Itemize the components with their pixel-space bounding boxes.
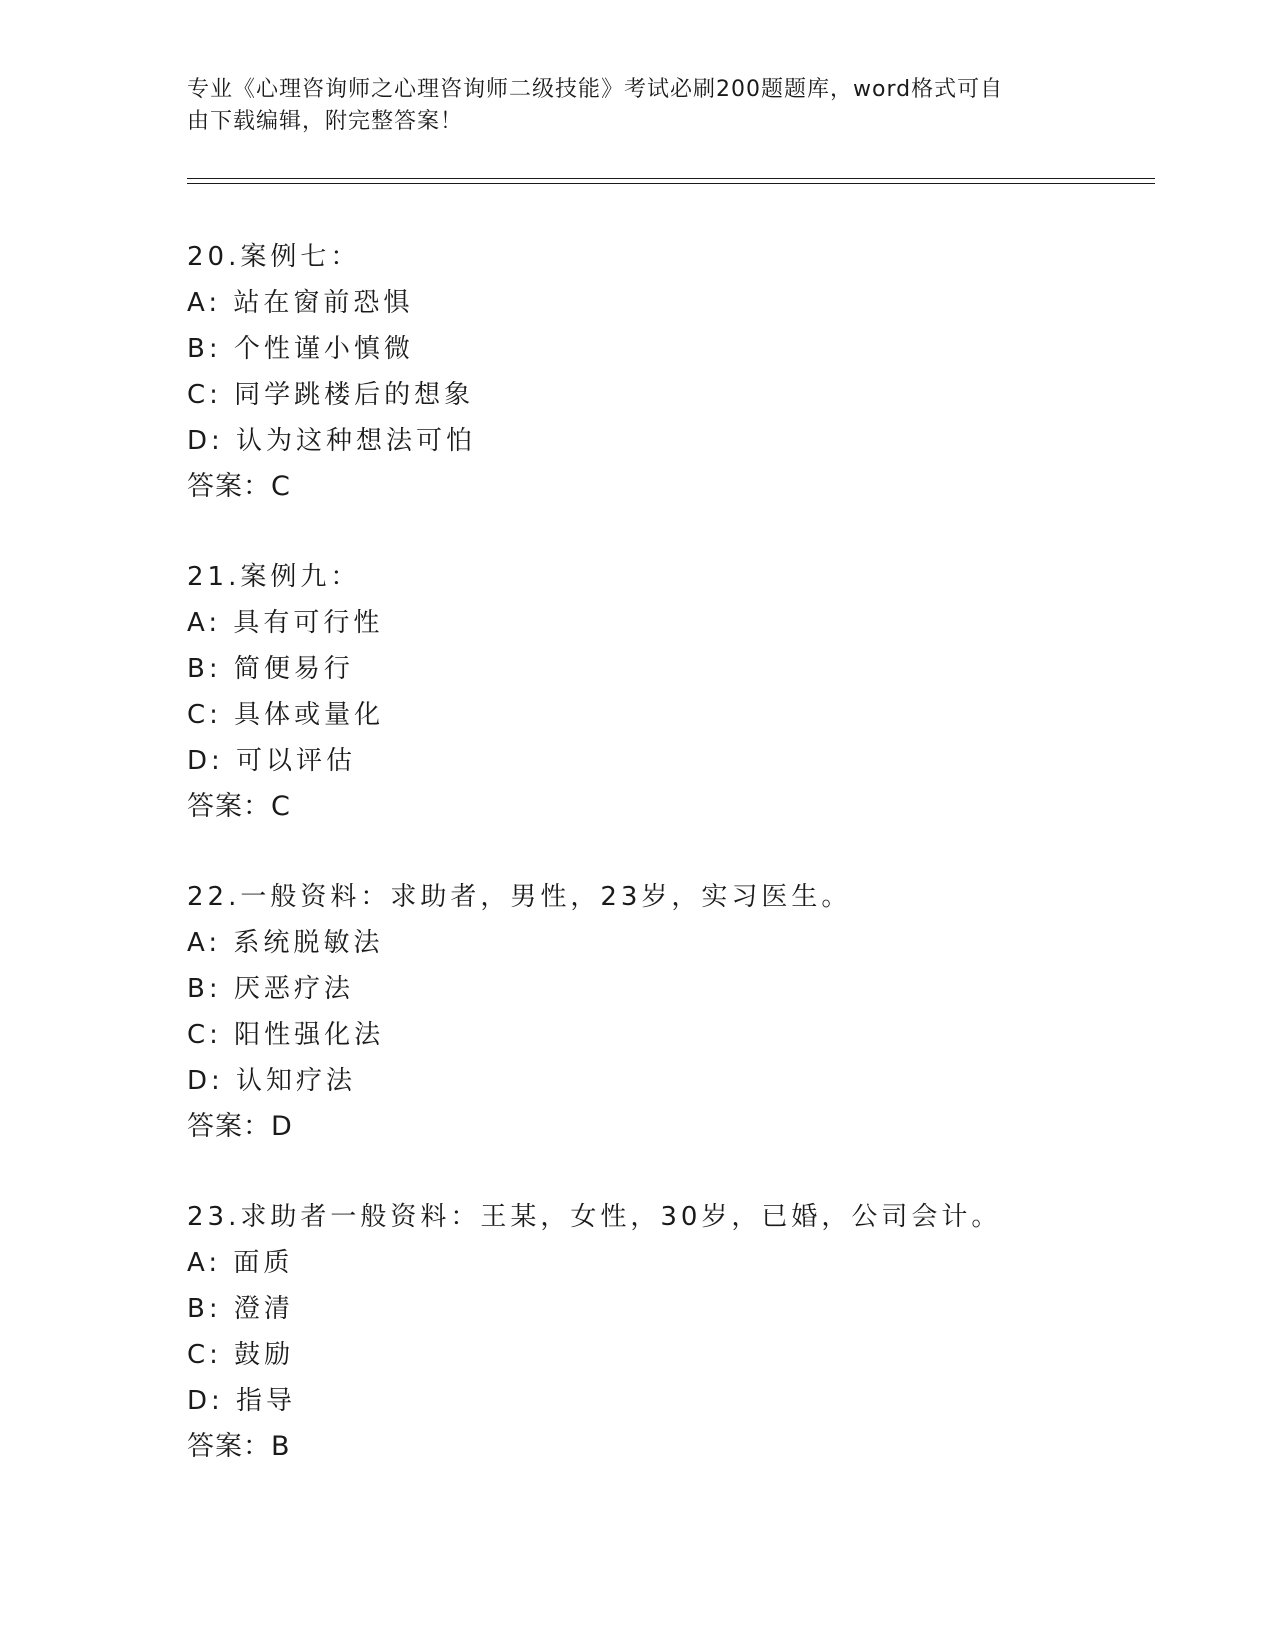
document-header <box>187 74 1067 138</box>
option-a: A: 站在窗前恐惧 <box>187 288 414 318</box>
answer-line: 答案：D <box>187 1111 293 1142</box>
option-d: D: 认为这种想法可怕 <box>187 426 477 456</box>
question-title: 20.案例七： <box>187 242 361 272</box>
question-22 <box>187 874 1087 1150</box>
option-c: C: 阳性强化法 <box>187 1020 385 1050</box>
header-divider-bottom <box>187 183 1155 184</box>
option-a: A: 系统脱敏法 <box>187 928 384 958</box>
option-b: B: 简便易行 <box>187 654 354 684</box>
option-b: B: 个性谨小慎微 <box>187 334 414 364</box>
question-title: 21.案例九： <box>187 562 361 592</box>
question-21 <box>187 554 1087 830</box>
header-text-line-2: 由下载编辑，附完整答案！ <box>187 109 464 134</box>
option-d: D: 可以评估 <box>187 746 357 776</box>
option-c: C: 具体或量化 <box>187 700 385 730</box>
option-a: A: 具有可行性 <box>187 608 384 638</box>
option-b: B: 澄清 <box>187 1294 294 1324</box>
option-d: D: 认知疗法 <box>187 1066 357 1096</box>
answer-line: 答案：B <box>187 1431 291 1462</box>
option-a: A: 面质 <box>187 1248 294 1278</box>
header-divider-top <box>187 178 1155 179</box>
question-20 <box>187 234 1087 510</box>
option-d: D: 指导 <box>187 1386 297 1416</box>
answer-line: 答案：C <box>187 791 291 822</box>
header-text-line-1: 专业《心理咨询师之心理咨询师二级技能》考试必刷200题题库，word格式可自 <box>187 77 1004 102</box>
option-c: C: 鼓励 <box>187 1340 295 1370</box>
question-23 <box>187 1194 1087 1470</box>
question-title: 23.求助者一般资料：王某，女性，30岁，已婚，公司会计。 <box>187 1202 1002 1232</box>
option-c: C: 同学跳楼后的想象 <box>187 380 475 410</box>
option-b: B: 厌恶疗法 <box>187 974 354 1004</box>
question-title: 22.一般资料：求助者，男性，23岁，实习医生。 <box>187 882 852 912</box>
answer-line: 答案：C <box>187 471 291 502</box>
